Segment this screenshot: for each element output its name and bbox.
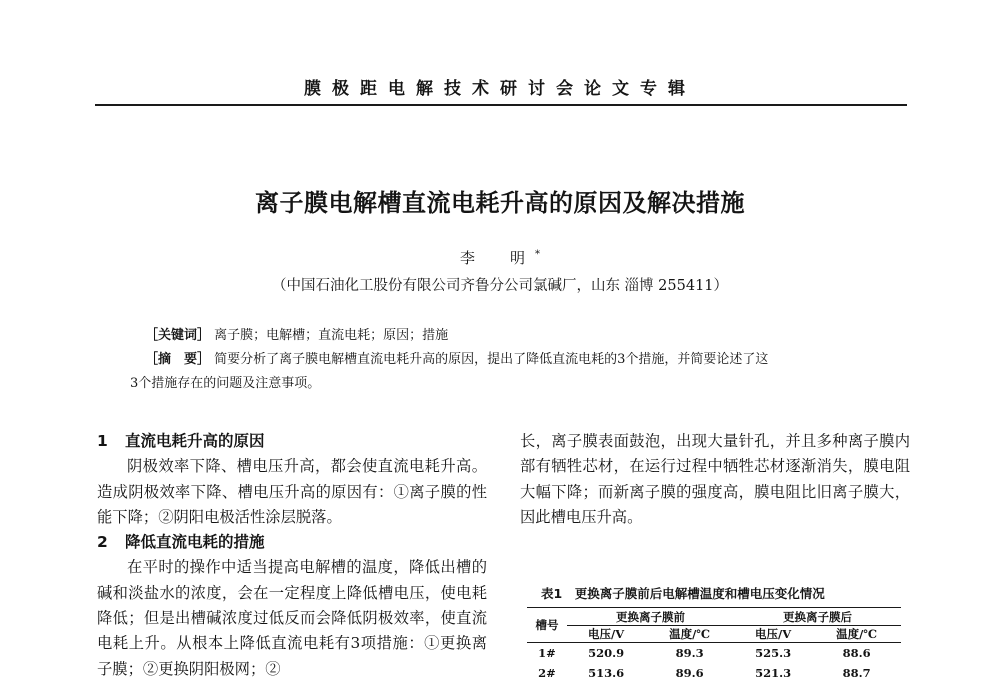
temp-after: 88.6: [842, 646, 871, 660]
header-rule: [95, 104, 907, 106]
author-name: 李 明: [459, 249, 535, 267]
right-column-paragraph: 长，离子膜表面鼓泡，出现大量针孔，并且多种离子膜内部有牺牲芯材，在运行过程中牺牲芯材逐渐消失，膜电阻大幅下降；而新离子膜的强度高，膜电阻比旧离子膜大，因此槽电压升高。: [520, 432, 910, 526]
abstract-text: 简要分析了离子膜电解槽直流电耗升高的原因，提出了降低直流电耗的3个措施，并简要论述了这: [214, 352, 769, 367]
table-subheader-voltage-after: 电压/V: [734, 626, 812, 643]
table-header-cell-no: 槽号: [527, 608, 567, 643]
cell-number: 1#: [538, 646, 556, 660]
table-1: [527, 607, 901, 683]
author-footnote-mark: *: [535, 249, 540, 260]
voltage-after: 521.3: [755, 666, 792, 680]
section-2-paragraph: 在平时的操作中适当提高电解槽的温度，降低出槽的碱和淡盐水的浓度，会在一定程度上降低槽电压，使电耗降低；但是出槽碱浓度过低反而会降低阴极效率，使直流电耗上升。从根本上降低直流电耗有3项措施：①更换离子膜；②更换阴阳极网；②: [97, 558, 487, 678]
section-1-title: 直流电耗升高的原因: [125, 432, 265, 450]
keywords: [145, 325, 448, 347]
voltage-after: 525.3: [755, 646, 792, 660]
temp-before: 89.3: [675, 646, 704, 660]
table-header-after: 更换离子膜后: [734, 608, 901, 626]
keywords-text: 离子膜；电解槽；直流电耗；原因；措施: [214, 328, 449, 343]
table-subheader-temp-after: 温度/℃: [812, 626, 901, 643]
table-row: [527, 643, 901, 664]
table-row: [527, 663, 901, 683]
section-2-title: 降低直流电耗的措施: [125, 533, 265, 552]
section-2-heading: [97, 530, 487, 555]
temp-before: 89.6: [675, 666, 704, 680]
voltage-before: 520.9: [588, 646, 625, 660]
section-2-number: 2: [97, 533, 108, 552]
affiliation: （中国石油化工股份有限公司齐鲁分公司氯碱厂，山东 淄博 255411）: [271, 278, 729, 294]
section-1-number: 1: [97, 432, 108, 450]
table-header-before: 更换离子膜前: [567, 608, 734, 626]
abstract-line-2: 3个措施存在的问题及注意事项。: [130, 376, 321, 391]
author: [0, 247, 1000, 268]
table-subheader-voltage-before: 电压/V: [567, 626, 645, 643]
left-column: [97, 429, 487, 682]
voltage-before: 513.6: [588, 666, 625, 680]
temp-after: 88.7: [842, 666, 871, 680]
abstract-label: ［摘 要］: [145, 352, 211, 367]
keywords-label: ［关键词］: [145, 328, 211, 343]
article-title: 离子膜电解槽直流电耗升高的原因及解决措施: [255, 189, 745, 217]
right-column: [520, 429, 910, 530]
abstract-line-1: [145, 349, 905, 371]
running-header: 膜极距电解技术研讨会论文专辑: [304, 79, 696, 99]
table-1-caption: 表1 更换离子膜前后电解槽温度和槽电压变化情况: [541, 586, 825, 601]
section-1-paragraph: 阴极效率下降、槽电压升高，都会使直流电耗升高。造成阴极效率下降、槽电压升高的原因有：①离子膜的性能下降；②阴阳电极活性涂层脱落。: [97, 457, 487, 526]
table-subheader-temp-before: 温度/℃: [645, 626, 734, 643]
section-1-heading: [97, 429, 487, 454]
cell-number: 2#: [538, 666, 556, 680]
